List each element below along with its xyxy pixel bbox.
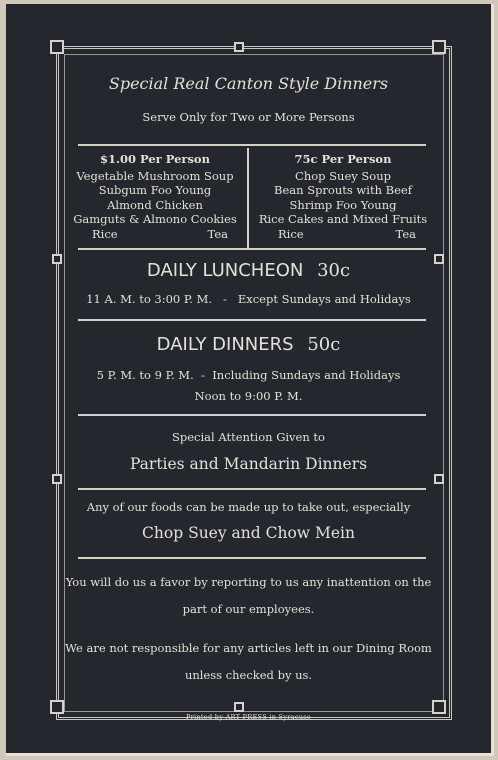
special-attention-line: Special Attention Given to [172,430,325,444]
takeout-line: Any of our foods can be made up to take out, especially [86,500,411,514]
note-line-1: You will do us a favor by reporting to us any inattention on the [65,575,432,589]
menu-item-rice: Rice [278,226,304,241]
special-attention-heading: Parties and Mandarin Dinners [129,455,368,473]
divider-3 [78,319,426,321]
menu-item: Subgum Foo Young [98,183,212,197]
menu-item: Gamguts & Almono Cookies [73,212,237,226]
menu-item: Vegetable Mushroom Soup [76,168,234,183]
corner-ornament-top-left [50,40,64,54]
menu-item: Almond Chicken [107,197,203,212]
corner-ornament-bottom-left [50,700,64,714]
menu-item: Bean Sprouts with Beef [274,183,412,197]
dinners-price: 50c [307,334,341,355]
luncheon-heading [6,260,491,281]
dinners-hours: 5 P. M. to 9 P. M. - Including Sundays and Holidays [96,368,401,382]
dinners-title: DAILY DINNERS [156,334,294,355]
divider-6 [78,557,426,559]
corner-ornament-top-right [432,40,446,54]
border-knot-top [234,42,244,52]
menu-item-tea: Tea [395,226,416,241]
note-line-3: We are not responsible for any articles left in our Dining Room [65,641,432,655]
note-line-2: part of our employees. [182,602,315,616]
menu-item: Chop Suey Soup [295,168,391,183]
menu-title: Special Real Canton Style Dinners [108,74,389,93]
luncheon-price: 30c [317,260,351,281]
corner-ornament-bottom-right [432,700,446,714]
menu-item: Rice Cakes and Mixed Fruits [258,212,428,226]
border-knot-left-2 [52,474,62,484]
divider-2 [78,248,426,250]
price-heading-left: $1.00 Per Person [100,152,210,166]
note-line-4: unless checked by us. [184,668,313,682]
dinners-hours-alt: Noon to 9:00 P. M. [194,389,303,403]
menu-column-right [256,152,430,241]
divider-4 [78,414,426,416]
ornamental-border [56,46,452,720]
takeout-heading: Chop Suey and Chow Mein [142,524,355,542]
divider-1 [78,144,426,146]
menu-item: Shrimp Foo Young [289,197,397,212]
border-knot-bottom [234,702,244,712]
menu-subtitle: Serve Only for Two or More Persons [142,110,355,124]
menu-card [6,4,494,756]
border-knot-right-2 [434,474,444,484]
luncheon-hours: 11 A. M. to 3:00 P. M. - Except Sundays and Holidays [86,292,411,306]
divider-5 [78,488,426,490]
printer-credit: Printed by ART PRESS in Syracuse [185,713,312,721]
luncheon-title: DAILY LUNCHEON [146,260,304,281]
menu-item-rice: Rice [92,226,118,241]
column-divider [247,148,249,248]
dinners-heading [6,334,491,355]
menu-column-left [72,152,238,241]
menu-item-tea: Tea [207,226,228,241]
price-heading-right: 75c Per Person [294,152,392,166]
